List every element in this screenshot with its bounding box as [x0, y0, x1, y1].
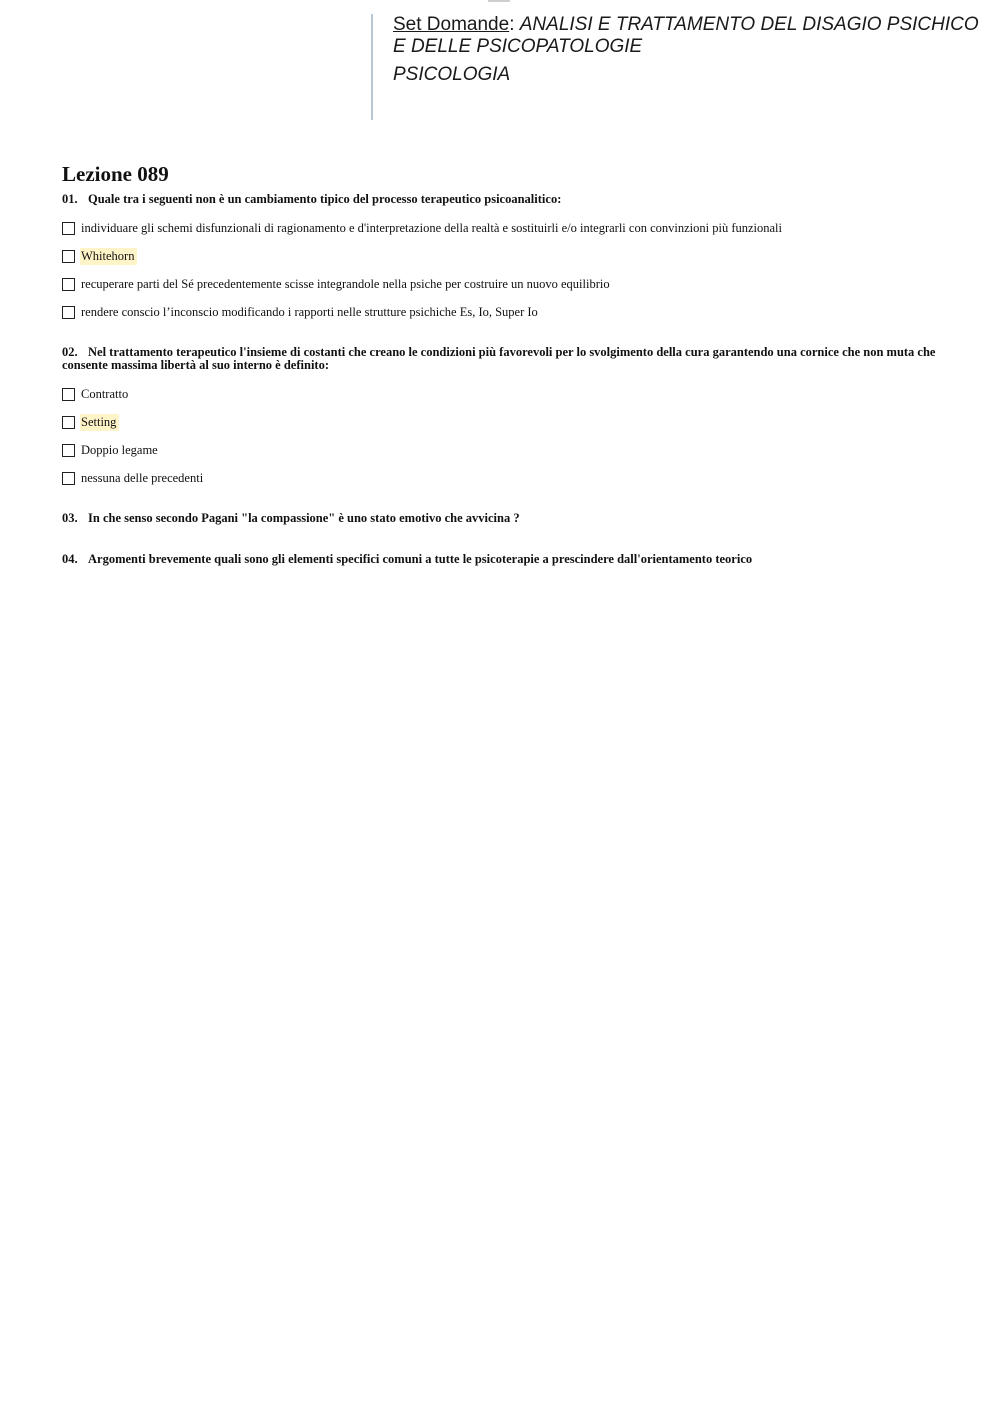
- checkbox[interactable]: [62, 306, 75, 319]
- answer-option[interactable]: [62, 380, 942, 408]
- checkbox[interactable]: [62, 388, 75, 401]
- question-number: 03.: [62, 511, 78, 525]
- header-separator: :: [509, 14, 515, 35]
- answer-option[interactable]: [62, 408, 942, 436]
- checkbox[interactable]: [62, 416, 75, 429]
- checkbox[interactable]: [62, 222, 75, 235]
- option-label: Contratto: [81, 386, 129, 401]
- question-01: [62, 193, 942, 326]
- question-number: 01.: [62, 192, 78, 206]
- checkbox[interactable]: [62, 472, 75, 485]
- header-vertical-rule: [371, 14, 373, 120]
- checkbox[interactable]: [62, 278, 75, 291]
- question-02: [62, 346, 942, 492]
- option-label: recuperare parti del Sé precedentemente scisse integrandole nella psiche per costruire un nuovo equilibrio: [81, 276, 610, 291]
- question-number: 04.: [62, 552, 78, 566]
- top-page-mark: [488, 0, 510, 2]
- answer-option[interactable]: [62, 436, 942, 464]
- option-label: nessuna delle precedenti: [81, 470, 204, 485]
- course-title: ANALISI E TRATTAMENTO DEL DISAGIO PSICHICO E DELLE PSICOPATOLOGIE: [393, 14, 979, 57]
- answer-options: [62, 380, 942, 492]
- answer-option[interactable]: [62, 464, 942, 492]
- question-text: [62, 553, 942, 566]
- header-title-line: [393, 14, 993, 58]
- question-03: [62, 512, 942, 525]
- checkbox[interactable]: [62, 250, 75, 263]
- question-text: [62, 512, 942, 525]
- question-04: [62, 553, 942, 566]
- option-label-highlighted: Whitehorn: [80, 248, 137, 265]
- option-label: Doppio legame: [81, 442, 158, 457]
- question-body: Quale tra i seguenti non è un cambiamento tipico del processo terapeutico psicoanalitico:: [88, 192, 562, 206]
- set-domande-label: Set Domande: [393, 14, 510, 35]
- option-label-highlighted: Setting: [80, 414, 119, 431]
- checkbox[interactable]: [62, 444, 75, 457]
- answer-options: [62, 214, 942, 326]
- answer-option[interactable]: [62, 242, 942, 270]
- question-number: 02.: [62, 345, 78, 359]
- lesson-content: [62, 160, 942, 566]
- option-label: rendere conscio l’inconscio modificando i rapporti nelle strutture psichiche Es, Io, Super Io: [81, 304, 538, 319]
- answer-option[interactable]: [62, 298, 942, 326]
- document-header: [393, 14, 993, 86]
- lesson-title: Lezione 089: [62, 162, 169, 186]
- answer-option[interactable]: [62, 270, 942, 298]
- question-text: [62, 193, 942, 206]
- question-text: [62, 346, 942, 372]
- question-body: Nel trattamento terapeutico l'insieme di costanti che creano le condizioni più favorevoli per lo svolgimento della cura garantendo una cornice che non muta che consente massima libertà al suo interno è definito:: [62, 345, 936, 372]
- subject-label: PSICOLOGIA: [393, 64, 511, 85]
- question-body: In che senso secondo Pagani "la compassione" è uno stato emotivo che avvicina ?: [88, 511, 520, 525]
- option-label: individuare gli schemi disfunzionali di ragionamento e d'interpretazione della realtà e sostituirli e/o integrarli con convinzioni più funzionali: [81, 220, 782, 235]
- answer-option[interactable]: [62, 214, 942, 242]
- question-body: Argomenti brevemente quali sono gli elementi specifici comuni a tutte le psicoterapie a prescindere dall'orientamento teorico: [88, 552, 753, 566]
